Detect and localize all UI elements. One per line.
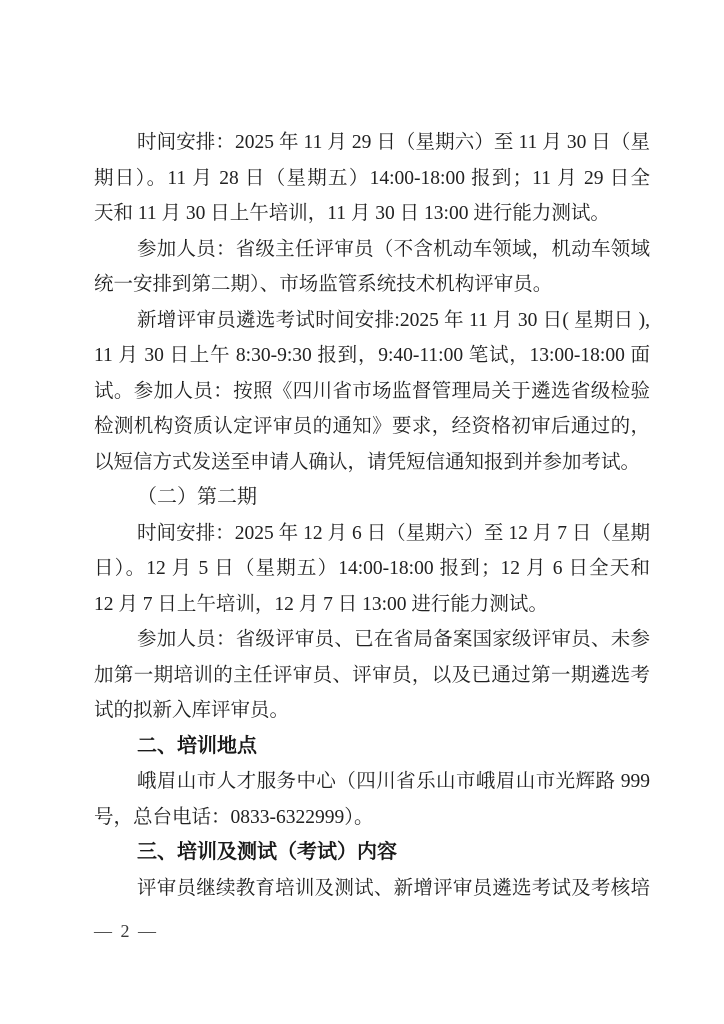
paragraph (94, 622, 650, 729)
text-line: 新增评审员遴选考试时间安排:2025 年 11 月 30 日( 星期日 ), (137, 309, 650, 331)
text-line: 号，总台电话：0833-6322999）。 (94, 806, 374, 828)
text-line: 二、培训地点 (137, 734, 257, 757)
paragraph (94, 125, 650, 232)
text-line: 天和 11 月 30 日上午培训，11 月 30 日 13:00 进行能力测试。 (94, 203, 610, 224)
text-line: 检测机构资质认定评审员的通知》要求，经资格初审后通过的， (94, 416, 650, 437)
text-line: 加第一期培训的主任评审员、评审员，以及已通过第一期遴选考 (94, 664, 650, 686)
text-line: 12 月 7 日上午培训，12 月 7 日 13:00 进行能力测试。 (94, 593, 548, 615)
text-line: 评审员继续教育培训及测试、新增评审员遴选考试及考核培 (137, 877, 650, 899)
text-line: 以短信方式发送至申请人确认，请凭短信通知报到并参加考试。 (94, 451, 641, 473)
text-line: 参加人员：省级主任评审员（不含机动车领域，机动车领域 (137, 238, 650, 260)
text-line: 时间安排：2025 年 12 月 6 日（星期六）至 12 月 7 日（星期 (137, 522, 650, 544)
text-line: 试。参加人员：按照《四川省市场监督管理局关于遴选省级检验 (94, 380, 650, 402)
page-number: — 2 — (94, 921, 158, 941)
paragraph (94, 516, 650, 623)
text-line: （二）第二期 (137, 486, 257, 508)
text-line: 日）。12 月 5 日（星期五）14:00-18:00 报到；12 月 6 日全天和 (94, 558, 650, 579)
paragraph (94, 871, 650, 907)
text-line: 峨眉山市人才服务中心（四川省乐山市峨眉山市光辉路 999 (137, 771, 650, 792)
text-line: 统一安排到第二期）、市场监管系统技术机构评审员。 (94, 274, 553, 295)
text-line: 11 月 30 日上午 8:30-9:30 报到，9:40-11:00 笔试，13:00-18:00 面 (94, 345, 650, 366)
text-line: 三、培训及测试（考试）内容 (137, 841, 397, 863)
section-heading (94, 729, 650, 765)
subsection-heading (94, 480, 650, 516)
section-heading (94, 835, 650, 871)
text-line: 时间安排：2025 年 11 月 29 日（星期六）至 11 月 30 日（星 (137, 132, 650, 153)
document-body (94, 125, 650, 906)
text-line: 参加人员：省级评审员、已在省局备案国家级评审员、未参 (137, 629, 650, 650)
paragraph (94, 764, 650, 835)
paragraph (94, 232, 650, 303)
text-line: 试的拟新入库评审员。 (94, 700, 290, 721)
text-line: 期日）。11 月 28 日（星期五）14:00-18:00 报到；11 月 29 日全 (94, 167, 650, 189)
paragraph (94, 303, 650, 481)
